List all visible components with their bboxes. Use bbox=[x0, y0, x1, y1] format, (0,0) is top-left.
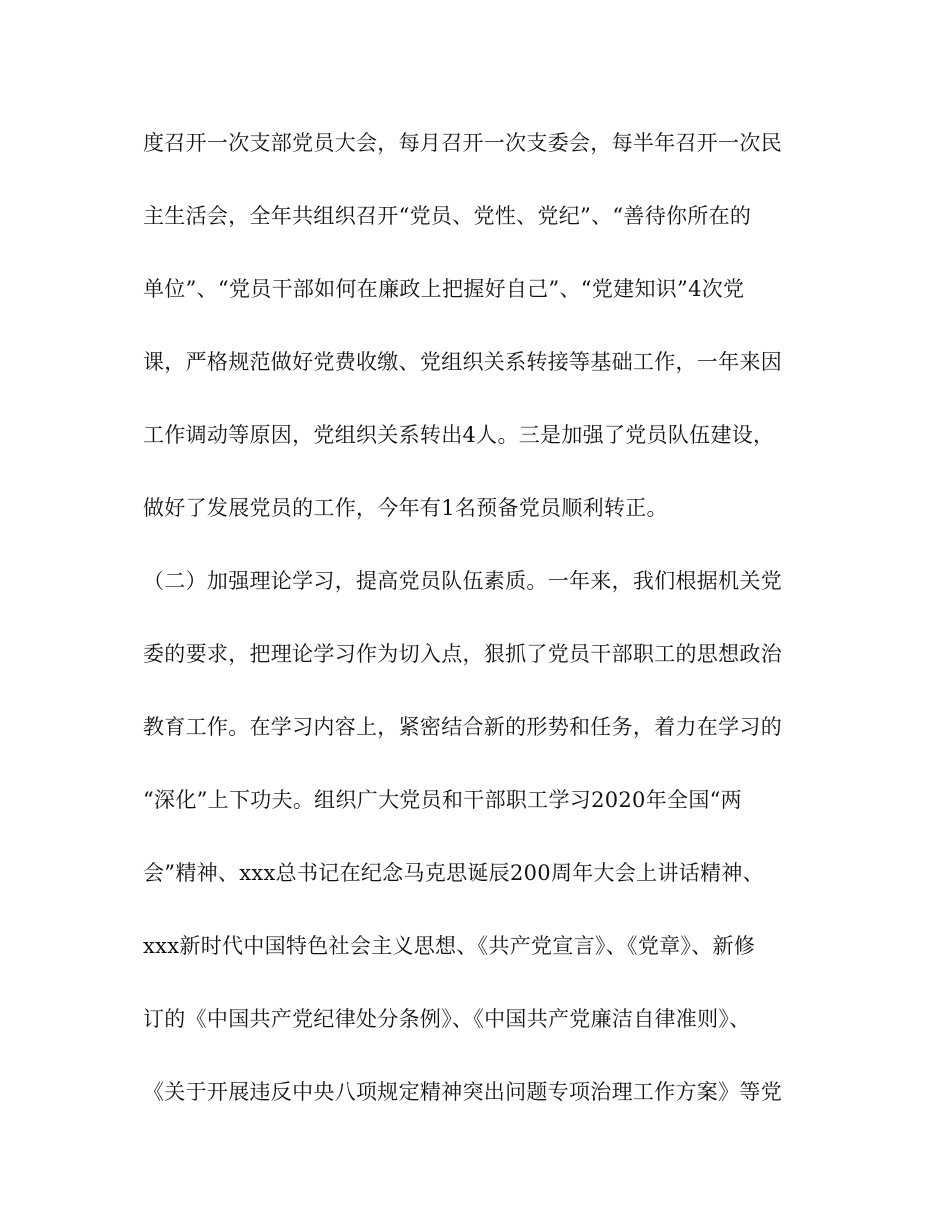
text-line: 做好了发展党员的工作，今年有1名预备党员顺利转正。 bbox=[143, 496, 668, 520]
text-line: （二）加强理论学习，提高党员队伍素质。一年来，我们根据机关党 bbox=[143, 569, 782, 593]
text-line: 度召开一次支部党员大会，每月召开一次支委会，每半年召开一次民 bbox=[143, 131, 782, 155]
text-line: “深化”上下功夫。组织广大党员和干部职工学习2020年全国“两 bbox=[143, 788, 742, 812]
text-line: 订的《中国共产党纪律处分条例》、《中国共产党廉洁自律准则》、 bbox=[143, 1007, 751, 1031]
text-line: 工作调动等原因，党组织关系转出4人。三是加强了党员队伍建设， bbox=[143, 423, 775, 447]
text-line: 教育工作。在学习内容上，紧密结合新的形势和任务，着力在学习的 bbox=[143, 715, 782, 739]
text-line: 委的要求，把理论学习作为切入点，狠抓了党员干部职工的思想政治 bbox=[143, 642, 782, 666]
text-line: 《关于开展违反中央八项规定精神突出问题专项治理工作方案》等党 bbox=[143, 1080, 782, 1104]
text-line: 课，严格规范做好党费收缴、党组织关系转接等基础工作，一年来因 bbox=[143, 350, 782, 374]
text-line: 单位”、“党员干部如何在廉政上把握好自己”、“党建知识”4次党 bbox=[143, 277, 745, 301]
text-line: xxx新时代中国特色社会主义思想、《共产党宣言》、《党章》、新修 bbox=[143, 934, 756, 958]
text-line: 会”精神、xxx总书记在纪念马克思诞辰200周年大会上讲话精神、 bbox=[143, 861, 764, 885]
text-line: 主生活会，全年共组织召开“党员、党性、党纪”、“善待你所在的 bbox=[143, 204, 752, 228]
